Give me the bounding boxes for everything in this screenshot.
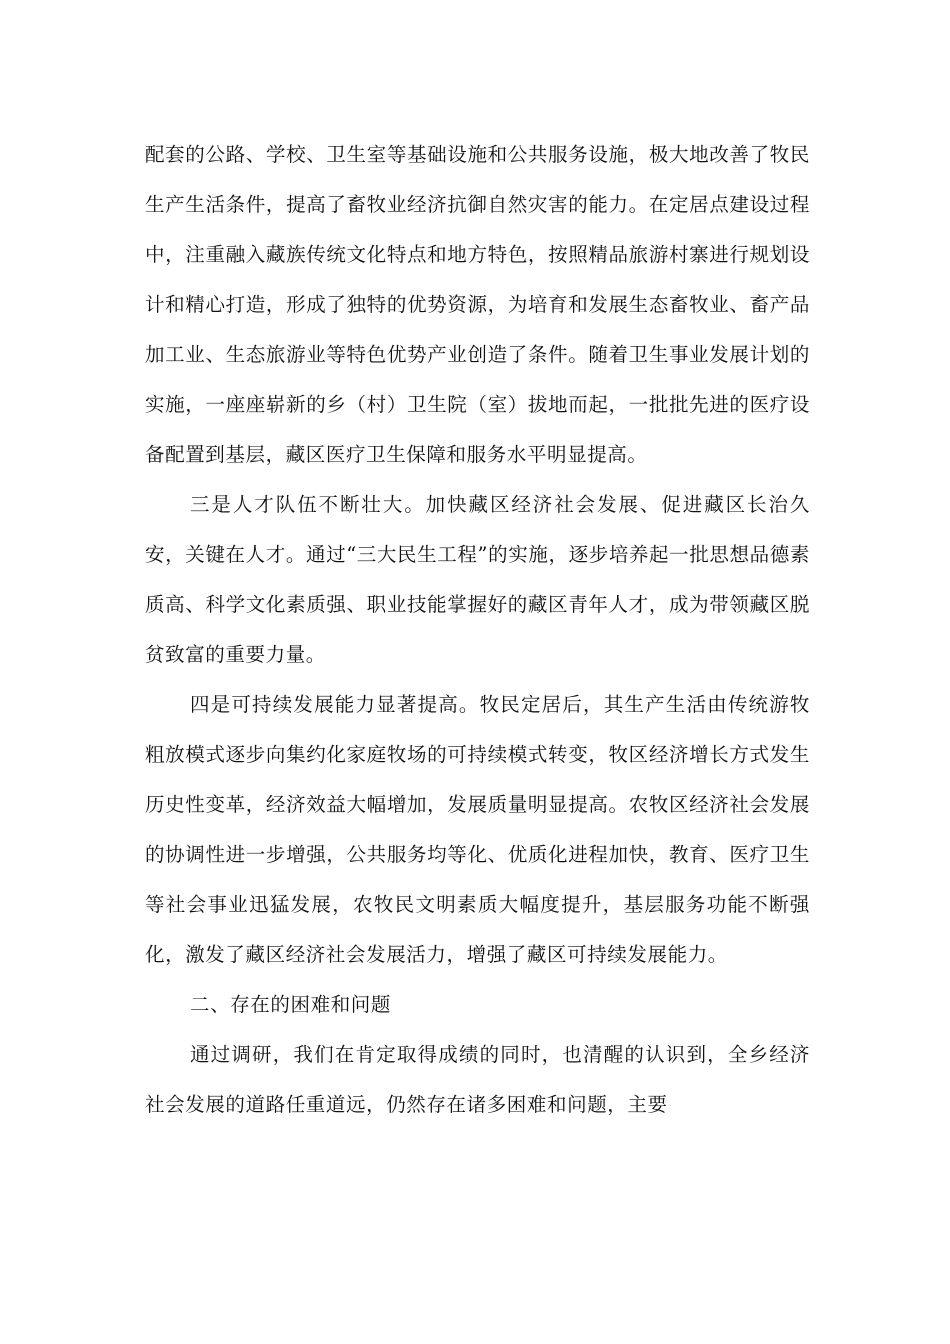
section-heading: 二、存在的困难和问题: [190, 993, 392, 1016]
paragraph-sustainability: 四是可持续发展能力显著提高。牧民定居后，其生产生活由传统游牧粗放模式逐步向集约化家庭牧场的可持续模式转变，牧区经济增长方式发生历史性变革，经济效益大幅增加，发展质量明显提高。农牧区经济社会发展的协调性进一步增强，公共服务均等化、优质化进程加快，教育、医疗卫生等社会事业迅猛发展，农牧民文明素质大幅度提升，基层服务功能不断强化，激发了藏区经济社会发展活力，增强了藏区可持续发展能力。: [145, 693, 810, 966]
paragraph-problems: 通过调研，我们在肯定取得成绩的同时，也清醒的认识到，全乡经济社会发展的道路任重道远，仍然存在诸多困难和问题，主要: [145, 1043, 810, 1116]
paragraph-infrastructure: 配套的公路、学校、卫生室等基础设施和公共服务设施，极大地改善了牧民生产生活条件，提高了畜牧业经济抗御自然灾害的能力。在定居点建设过程中，注重融入藏族传统文化特点和地方特色，按照精品旅游村寨进行规划设计和精心打造，形成了独特的优势资源，为培育和发展生态畜牧业、畜产品加工业、生态旅游业等特色优势产业创造了条件。随着卫生事业发展计划的实施，一座座崭新的乡（村）卫生院（室）拔地而起，一批批先进的医疗设备配置到基层，藏区医疗卫生保障和服务水平明显提高。: [145, 143, 810, 466]
document-page: [145, 130, 810, 1130]
paragraph-talent: 三是人才队伍不断壮大。加快藏区经济社会发展、促进藏区长治久安，关键在人才。通过“三大民生工程”的实施，逐步培养起一批思想品德素质高、科学文化素质强、职业技能掌握好的藏区青年人才，成为带领藏区脱贫致富的重要力量。: [145, 493, 810, 666]
